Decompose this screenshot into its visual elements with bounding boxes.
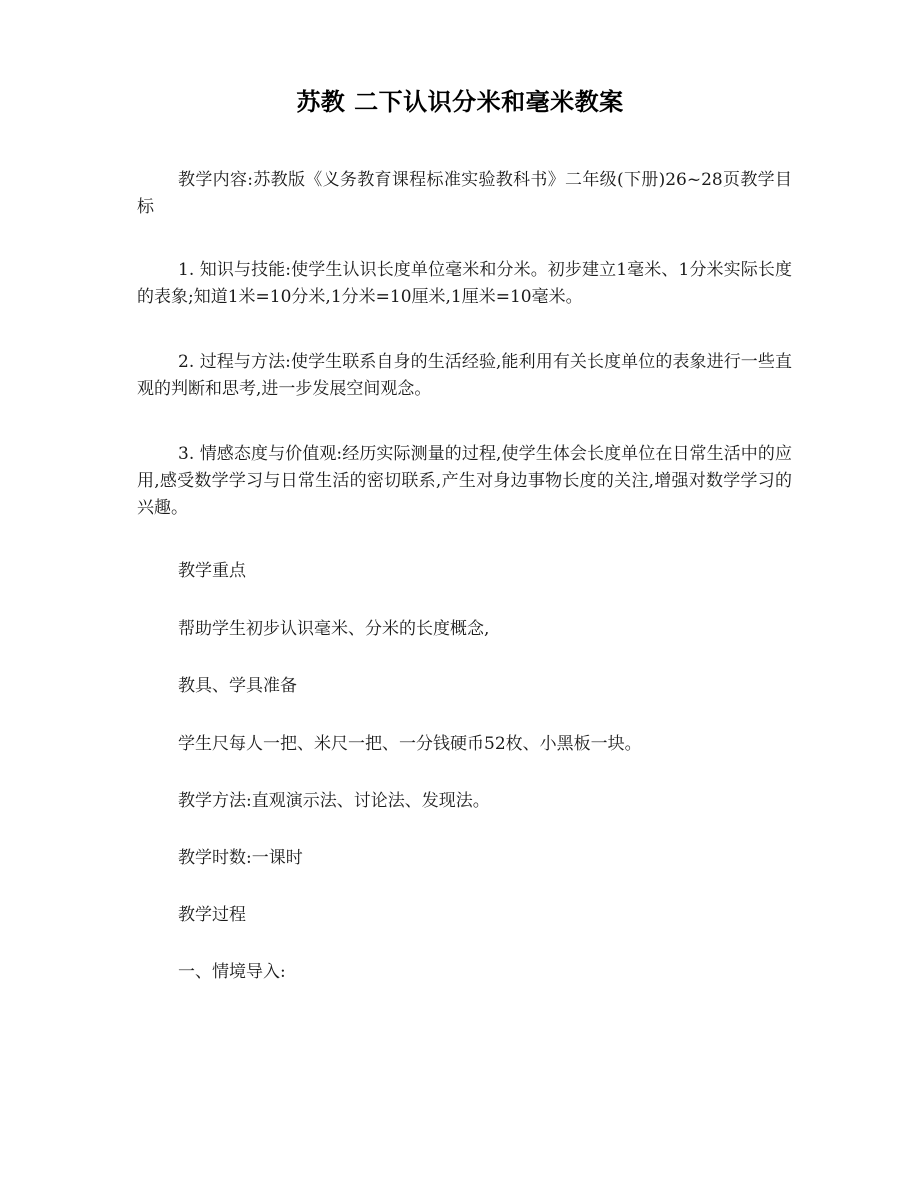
teaching-process-heading: 教学过程: [178, 905, 246, 925]
section-1-heading: 一、情境导入:: [178, 962, 286, 982]
teaching-method-text: 教学方法:直观演示法、讨论法、发现法。: [178, 791, 490, 811]
materials-heading: 教具、学具准备: [178, 676, 297, 696]
teaching-content-paragraph: 教学内容:苏教版《义务教育课程标准实验教科书》二年级(下册)26~28页教学目标: [137, 170, 792, 217]
objective-2-paragraph: 2. 过程与方法:使学生联系自身的生活经验,能利用有关长度单位的表象进行一些直观的判断和思考,进一步发展空间观念。: [137, 352, 792, 399]
key-point-text: 帮助学生初步认识毫米、分米的长度概念,: [178, 619, 490, 639]
key-point-heading: 教学重点: [178, 561, 246, 581]
objective-1-paragraph: 1. 知识与技能:使学生认识长度单位毫米和分米。初步建立1毫米、1分米实际长度的表象;知道1米=10分米,1分米=10厘米,1厘米=10毫米。: [137, 260, 792, 307]
materials-text: 学生尺每人一把、米尺一把、一分钱硬币52枚、小黑板一块。: [178, 734, 642, 754]
document-title: 苏教 二下认识分米和毫米教案: [296, 88, 624, 116]
teaching-hours-text: 教学时数:一课时: [178, 848, 303, 868]
objective-3-paragraph: 3. 情感态度与价值观:经历实际测量的过程,使学生体会长度单位在日常生活中的应用,感受数学学习与日常生活的密切联系,产生对身边事物长度的关注,增强对数学学习的兴趣。: [137, 444, 792, 518]
